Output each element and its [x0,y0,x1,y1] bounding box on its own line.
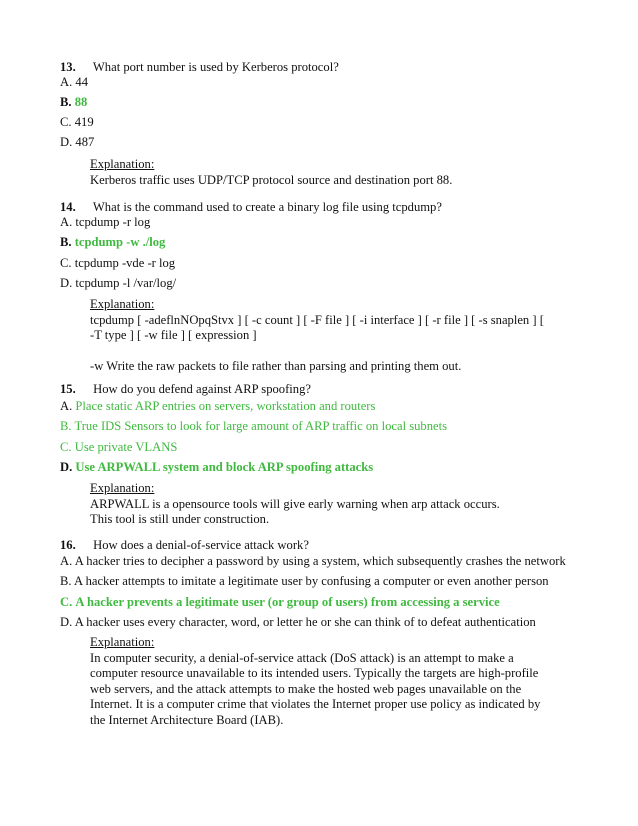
question-text: What is the command used to create a binary log file using tcpdump? [92,200,442,214]
explanation-line: -w Write the raw packets to file rather than parsing and printing them out. [90,359,462,373]
question-number: 15. [60,382,76,396]
explanation [90,481,500,528]
question-14 [60,200,442,215]
explanation-line: the Internet Architecture Board (IAB). [90,712,284,727]
explanation [90,297,544,375]
explanation-heading: Explanation: [90,297,155,311]
option-c: C. tcpdump -vde -r log [60,256,176,270]
question-number: 14. [60,200,76,214]
explanation-line: This tool is still under construction. [90,512,270,526]
explanation-line: Internet. It is a computer crime that violates the Internet proper use policy as indicated by [90,697,541,711]
question-number: 13. [60,60,76,74]
explanation-line: tcpdump [ -adeflnNOpqStvx ] [ -c count ] [ -F file ] [ -i interface ] [ -r file ] [ -s snaplen ] [ [90,312,544,327]
option-d: D. A hacker uses every character, word, or letter he or she can think of to defeat authentication [60,615,536,629]
explanation [90,157,452,188]
explanation-line: web servers, and the attack attempts to make the hosted web pages unavailable on the [90,681,522,696]
explanation-line: -T type ] [ -w file ] [ expression ] [90,328,257,342]
option-b: B. True IDS Sensors to look for large amount of ARP traffic on local subnets [60,419,448,433]
explanation-heading: Explanation: [90,481,155,495]
option-c: C. 419 [60,115,94,129]
option-b-answer: B. 88 [60,95,88,109]
option-a: A. tcpdump -r log [60,215,151,229]
question-16 [60,538,309,553]
question-text: How do you defend against ARP spoofing? [93,382,311,396]
option-a: A. A hacker tries to decipher a password by using a system, which subsequently crashes the network [60,554,566,568]
option-d: D. 487 [60,135,95,149]
question-15 [60,382,311,397]
option-c: C. Use private VLANS [60,440,178,454]
option-d: D. tcpdump -l /var/log/ [60,276,177,290]
question-text: What port number is used by Kerberos protocol? [92,60,339,74]
explanation-line: Kerberos traffic uses UDP/TCP protocol source and destination port 88. [90,172,453,187]
option-b-answer: B. tcpdump -w ./log [60,235,166,249]
explanation [90,635,540,728]
explanation-line: In computer security, a denial-of-service attack (DoS attack) is an attempt to make a [90,650,514,665]
option-d-answer: D. Use ARPWALL system and block ARP spoofing attacks [60,460,374,474]
explanation-line [90,344,544,360]
explanation-heading: Explanation: [90,635,155,649]
explanation-line: ARPWALL is a opensource tools will give early warning when arp attack occurs. [90,496,500,511]
option-a: A. Place static ARP entries on servers, workstation and routers [60,399,376,413]
option-a: A. 44 [60,75,88,89]
option-c-answer: C. A hacker prevents a legitimate user (or group of users) from accessing a service [60,595,500,609]
explanation-line: computer resource unavailable to its intended users. Typically the targets are high-profile [90,666,539,680]
explanation-heading: Explanation: [90,157,155,171]
question-number: 16. [60,538,76,552]
question-13 [60,60,339,75]
question-text: How does a denial-of-service attack work? [93,538,309,552]
option-b: B. A hacker attempts to imitate a legitimate user by confusing a computer or even another person [60,574,549,588]
